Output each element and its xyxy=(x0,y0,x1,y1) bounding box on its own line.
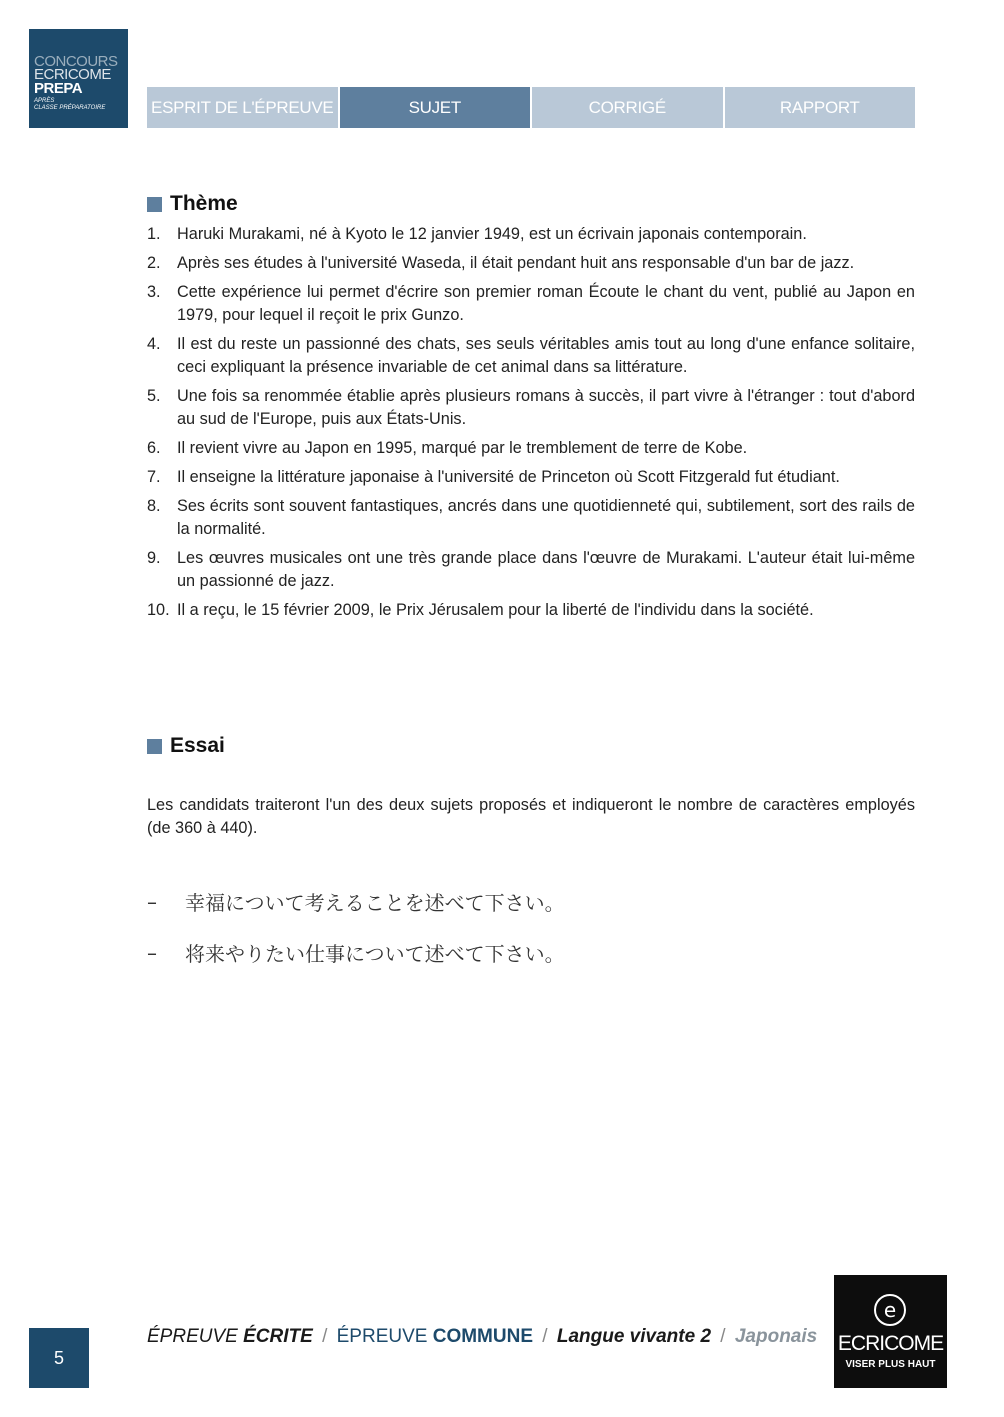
dash-bullet: – xyxy=(147,940,157,965)
item-text: Haruki Murakami, né à Kyoto le 12 janvier 1949, est un écrivain japonais contemporain. xyxy=(177,225,807,243)
page-number: 5 xyxy=(29,1328,89,1388)
brand-tagline: VISER PLUS HAUT xyxy=(845,1359,936,1370)
section-tabs xyxy=(147,87,915,128)
footer-epreuve-label: ÉPREUVE xyxy=(147,1326,244,1347)
theme-heading xyxy=(147,192,238,216)
footer-ecrite: ÉCRITE xyxy=(243,1326,313,1347)
square-bullet-icon xyxy=(147,739,162,754)
list-item xyxy=(147,223,915,246)
tab-sujet[interactable]: SUJET xyxy=(340,87,531,128)
essay-subject-2 xyxy=(147,938,565,967)
list-item xyxy=(147,252,915,275)
footer-exam-title xyxy=(147,1326,817,1348)
concours-logo xyxy=(29,29,128,128)
theme-list xyxy=(147,223,915,628)
essay-subject-1 xyxy=(147,887,565,916)
item-number: 2. xyxy=(147,254,161,272)
item-text: Une fois sa renommée établie après plusieurs romans à succès, il part vivre à l'étranger : tout d'abord au sud de l'Europe, puis aux États-Unis. xyxy=(177,387,915,428)
essai-heading xyxy=(147,734,225,758)
list-item xyxy=(147,385,915,431)
footer-epreuve-label: ÉPREUVE xyxy=(336,1326,433,1347)
item-number: 5. xyxy=(147,387,161,405)
footer-separator: / xyxy=(542,1326,548,1347)
item-text: Cette expérience lui permet d'écrire son premier roman Écoute le chant du vent, publié au Japon en 1979, pour lequel il reçoit le prix Gunzo. xyxy=(177,283,915,324)
footer-langue: Langue vivante 2 xyxy=(556,1326,712,1347)
tab-esprit[interactable]: ESPRIT DE L'ÉPREUVE xyxy=(147,87,338,128)
logo-line-ecricome: ECRICOME xyxy=(34,66,111,83)
list-item xyxy=(147,466,915,489)
item-text: Il est du reste un passionné des chats, ses seuls véritables amis tout au long d'une enfance solitaire, ceci expliquant la présence invariable de cet animal dans sa littérature. xyxy=(177,335,915,376)
footer-separator: / xyxy=(322,1326,328,1347)
item-number: 1. xyxy=(147,225,161,243)
footer-japonais: Japonais xyxy=(734,1326,818,1347)
item-text: Après ses études à l'université Waseda, il était pendant huit ans responsable d'un bar de jazz. xyxy=(177,254,855,272)
list-item xyxy=(147,547,915,593)
item-number: 3. xyxy=(147,283,161,301)
item-number: 4. xyxy=(147,335,161,353)
subject-text: 将来やりたい仕事について述べて下さい。 xyxy=(185,942,565,966)
emblem-letter: e xyxy=(883,1298,897,1322)
logo-line-apres: APRÈS xyxy=(34,98,55,104)
list-item xyxy=(147,281,915,327)
logo-line-prepa: PREPA xyxy=(34,80,83,97)
tab-rapport[interactable]: RAPPORT xyxy=(725,87,916,128)
list-item xyxy=(147,599,915,622)
item-number: 6. xyxy=(147,439,161,457)
essai-instructions: Les candidats traiteront l'un des deux sujets proposés et indiqueront le nombre de caractères employés (de 360 à 440). xyxy=(147,796,915,837)
list-item xyxy=(147,495,915,541)
item-number: 9. xyxy=(147,549,161,567)
item-text: Il revient vivre au Japon en 1995, marqué par le tremblement de terre de Kobe. xyxy=(177,439,748,457)
footer-commune: COMMUNE xyxy=(432,1326,533,1347)
item-number: 7. xyxy=(147,468,161,486)
item-text: Il a reçu, le 15 février 2009, le Prix Jérusalem pour la liberté de l'individu dans la société. xyxy=(177,601,814,619)
essai-title: Essai xyxy=(170,734,225,757)
subject-text: 幸福について考えることを述べて下さい。 xyxy=(185,891,565,915)
list-item xyxy=(147,333,915,379)
dash-bullet: – xyxy=(147,889,157,914)
tab-corrige[interactable]: CORRIGÉ xyxy=(532,87,723,128)
item-number: 8. xyxy=(147,497,161,515)
square-bullet-icon xyxy=(147,197,162,212)
logo-line-concours: CONCOURS xyxy=(34,53,118,70)
theme-title: Thème xyxy=(170,192,238,215)
item-text: Il enseigne la littérature japonaise à l'université de Princeton où Scott Fitzgerald fut étudiant. xyxy=(177,468,840,486)
ecricome-brand-logo xyxy=(834,1275,947,1388)
item-number: 10. xyxy=(147,601,170,619)
list-item xyxy=(147,437,915,460)
item-text: Ses écrits sont souvent fantastiques, ancrés dans une quotidienneté qui, subtilement, sort des rails de la normalité. xyxy=(177,497,915,538)
brand-name: ECRICOME xyxy=(837,1332,944,1355)
ecricome-emblem-icon xyxy=(873,1293,907,1327)
footer-separator: / xyxy=(720,1326,726,1347)
item-text: Les œuvres musicales ont une très grande place dans l'œuvre de Murakami. L'auteur était lui-même un passionné de jazz. xyxy=(177,549,915,590)
logo-line-classe: CLASSE PRÉPARATOIRE xyxy=(34,105,106,111)
